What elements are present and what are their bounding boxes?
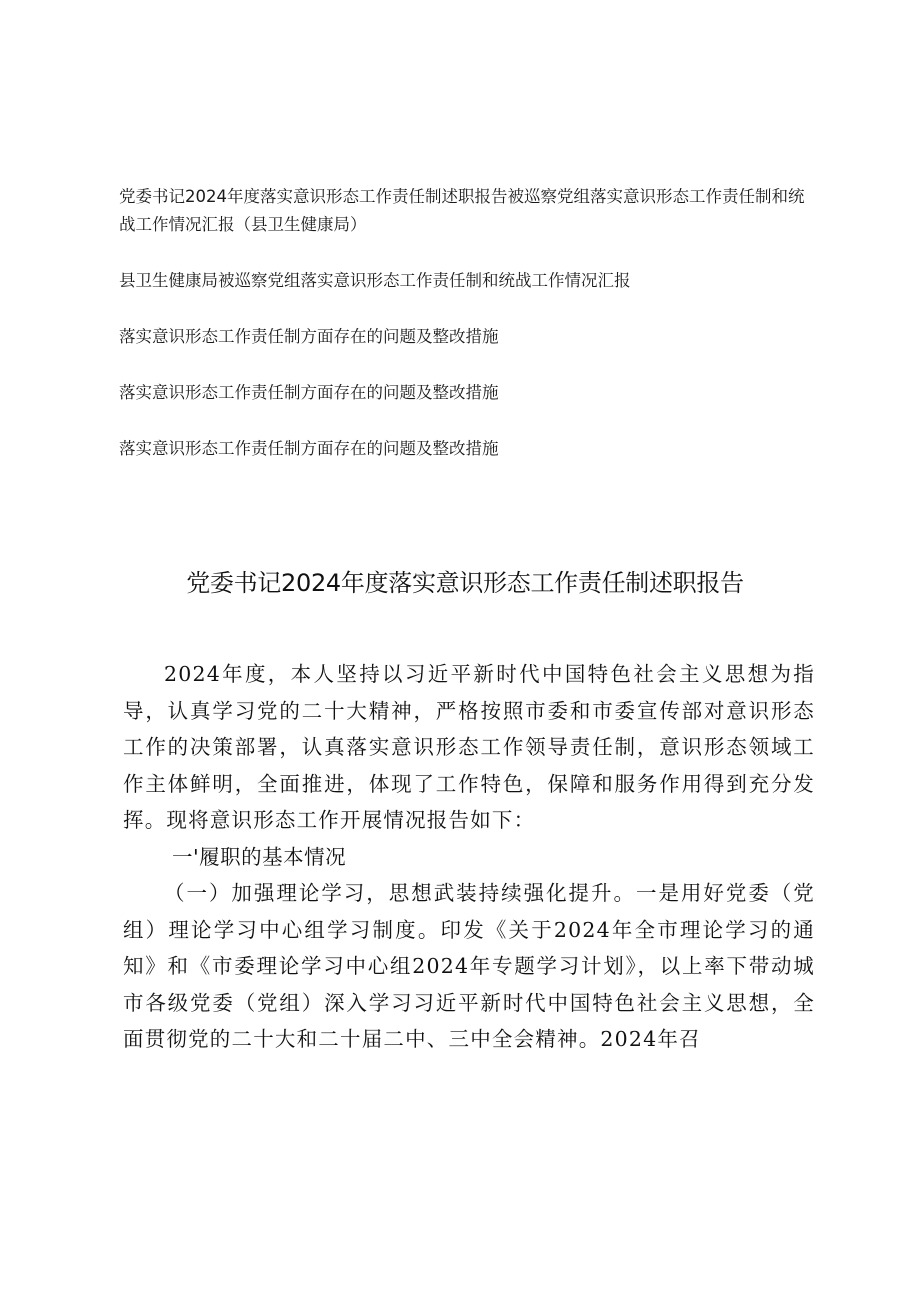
section-heading: 一'履职的基本情况	[172, 844, 347, 869]
document-title: 党委书记2024年度落实意识形态工作责任制述职报告	[186, 569, 744, 597]
table-of-contents	[119, 183, 819, 491]
toc-item[interactable]: 党委书记2024年度落实意识形态工作责任制述职报告被巡察党组落实意识形态工作责任制和统战工作情况汇报（县卫生健康局）	[119, 187, 805, 234]
body-paragraph: （一）加强理论学习，思想武装持续强化提升。一是用好党委（党组）理论学习中心组学习制度。印发《关于2024年全市理论学习的通知》和《市委理论学习中心组2024年专题学习计划》，以上率下带动城市各级党委（党组）深入学习习近平新时代中国特色社会主义思想，全面贯彻党的二十大和二十届二中、三中全会精神。2024年召	[123, 881, 815, 1051]
document-body	[123, 656, 815, 1058]
toc-item[interactable]: 落实意识形态工作责任制方面存在的问题及整改措施	[119, 327, 499, 346]
toc-item[interactable]: 落实意识形态工作责任制方面存在的问题及整改措施	[119, 383, 499, 402]
toc-item[interactable]: 县卫生健康局被巡察党组落实意识形态工作责任制和统战工作情况汇报	[119, 271, 631, 290]
toc-item[interactable]: 落实意识形态工作责任制方面存在的问题及整改措施	[119, 439, 499, 458]
intro-paragraph: 2024年度，本人坚持以习近平新时代中国特色社会主义思想为指导，认真学习党的二十大精神，严格按照市委和市委宣传部对意识形态工作的决策部署，认真落实意识形态工作领导责任制，意识形态领域工作主体鲜明，全面推进，体现了工作特色，保障和服务作用得到充分发挥。现将意识形态工作开展情况报告如下：	[123, 662, 815, 832]
